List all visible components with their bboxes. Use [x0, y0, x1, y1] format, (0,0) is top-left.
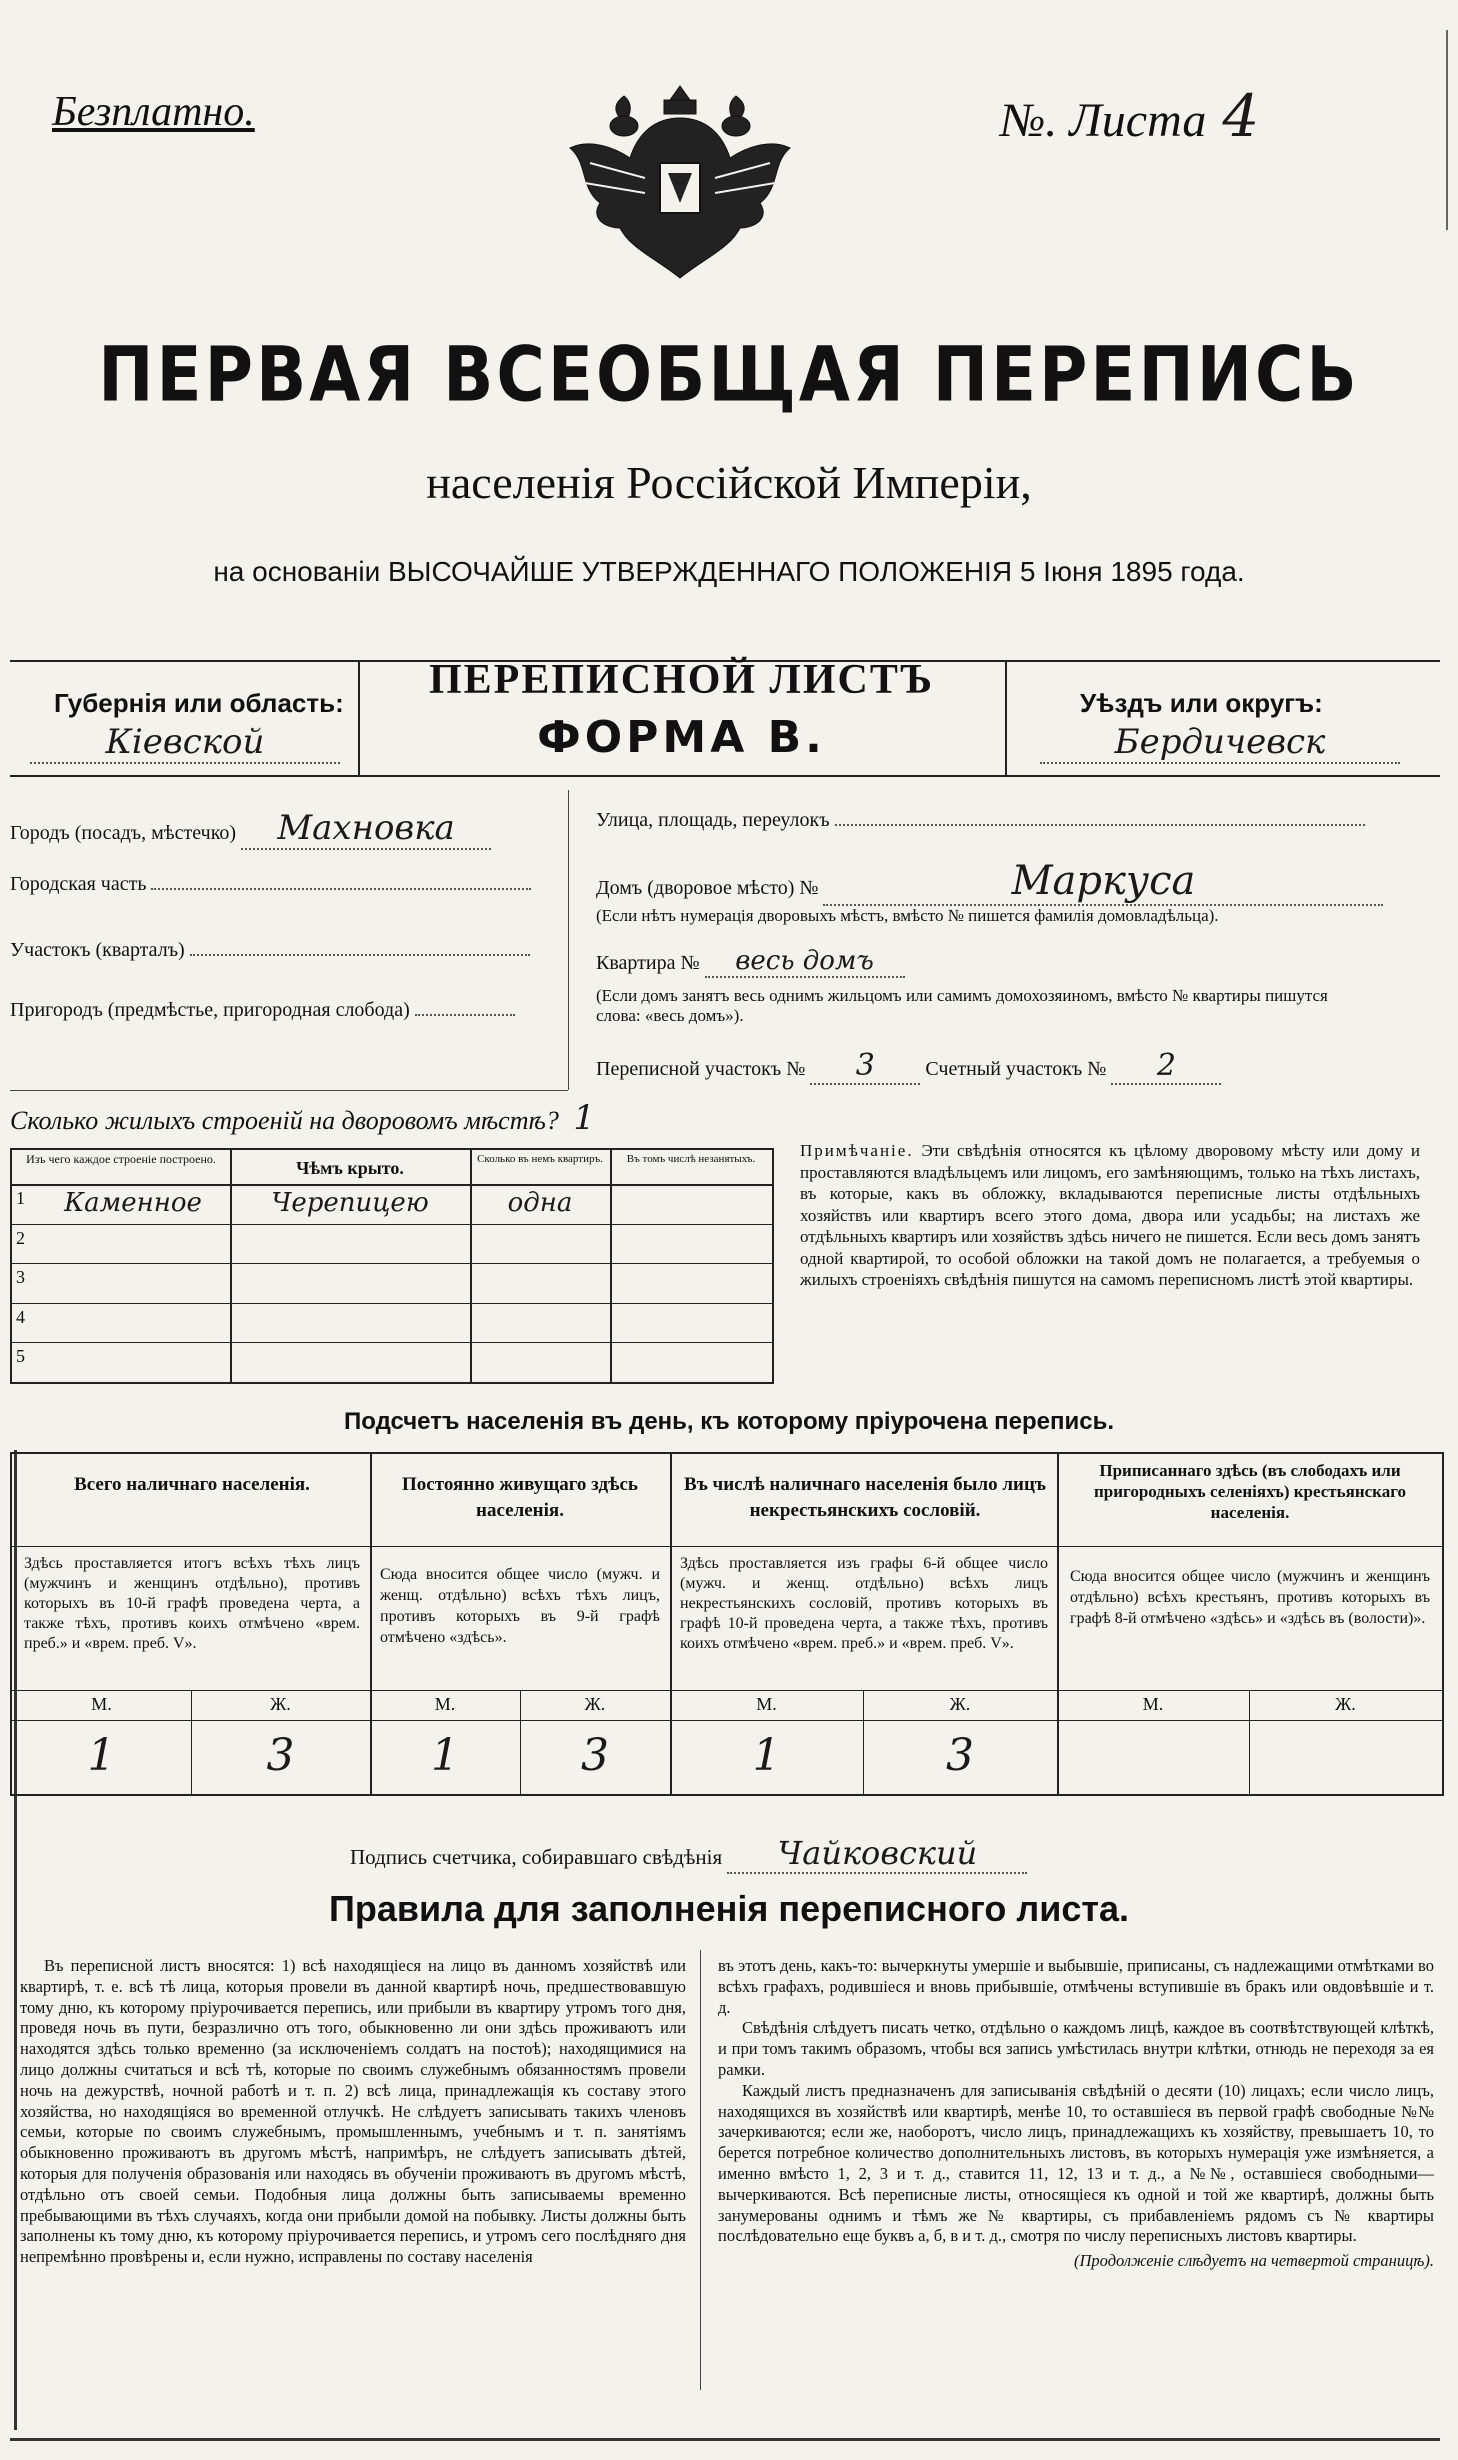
uezd-label: Уѣздъ или округъ:	[1080, 688, 1323, 718]
row-number: 5	[16, 1346, 25, 1367]
pop-col2-f-label: Ж.	[584, 1694, 606, 1714]
buildings-question-row	[10, 1098, 595, 1138]
pop-col1-f-label: Ж.	[270, 1694, 291, 1714]
rules-continuation: (Продолженіе слѣдуетъ на четвертой страницѣ).	[1074, 2251, 1434, 2271]
rules-column-divider	[700, 1950, 701, 2390]
double-headed-eagle-emblem	[560, 78, 800, 298]
prigorod-row	[10, 998, 560, 1022]
bottom-rule	[10, 2438, 1440, 2441]
rules-right-text-1: въ этотъ день, какъ-то: вычеркнуты умершіе и выбывшіе, приписаны, съ надлежащими отмѣтками во всѣхъ графахъ, родившіеся и вновь прибывшіе, отмѣчены вступившіе въ бракъ или овдовѣвшіе и т. д.	[718, 1956, 1434, 2017]
pop-col3-desc: Здѣсь проставляется изъ графы 6-й общее число (мужч. и женщ. отдѣльно) всѣхъ лицъ некрестьянскихъ сословій, противъ которыхъ въ графѣ 10-й проведена черта, а также тѣхъ, противъ коихъ отмѣчено «врем. преб.» и «врем. преб. V».	[680, 1555, 1048, 1652]
gubernia-label: Губернія или область:	[54, 688, 344, 718]
city-row	[10, 808, 560, 850]
pop-col3-f-label: Ж.	[949, 1694, 971, 1714]
row-roof: Черепицею	[271, 1188, 429, 1218]
sheet-number-label: №. Листа	[1000, 94, 1207, 147]
signature-value: Чайковский	[727, 1834, 1027, 1874]
col-uninhabited-header: Въ томъ числѣ незанятыхъ.	[626, 1153, 756, 1165]
city-value: Махновка	[241, 808, 491, 850]
pop-col1-header: Всего наличнаго населенія.	[74, 1474, 310, 1495]
pop-col3-f-value: 3	[946, 1730, 974, 1781]
signature-row	[350, 1834, 1027, 1874]
free-label: Безплатно.	[52, 89, 255, 135]
apartment-row	[596, 946, 1436, 978]
pop-col4-f-label: Ж.	[1335, 1694, 1356, 1714]
note-title: Примѣчаніе.	[800, 1141, 914, 1160]
apartment-note: (Если домъ занятъ весь однимъ жильцомъ или самимъ домохозяиномъ, вмѣсто № квартиры пишутся слова: «весь домъ»).	[596, 986, 1328, 1025]
table-row	[12, 1342, 772, 1382]
house-label: Домъ (дворовое мѣсто) №	[596, 877, 819, 899]
street-row	[596, 808, 1436, 832]
basis-line: на основаніи ВЫСОЧАЙШЕ УТВЕРЖДЕННАГО ПОЛОЖЕНІЯ 5 Іюня 1895 года.	[213, 556, 1245, 587]
buildings-question: Сколько жилыхъ строеній на дворовомъ мѣстѣ?	[10, 1106, 559, 1135]
counting-district-value: 2	[1111, 1048, 1221, 1085]
row-number: 1	[16, 1188, 25, 1208]
address-left-bottom	[10, 1090, 568, 1091]
table-row	[12, 1303, 772, 1343]
pop-col1-desc: Здѣсь проставляется итогъ всѣхъ тѣхъ лицъ (мужчинъ и женщинъ отдѣльно), противъ которыхъ въ 10-й графѣ проведена черта, а также тѣхъ, противъ коихъ отмѣчено «врем. преб.» и «врем. преб. V».	[24, 1555, 360, 1652]
col-material-header: Изъ чего каждое строеніе построено.	[26, 1152, 216, 1166]
form-letter: ФОРМА В.	[537, 712, 826, 763]
header-divider-right	[1005, 660, 1007, 775]
pop-col1-m-value: 1	[87, 1730, 116, 1781]
pop-col1-f-value: 3	[266, 1730, 295, 1781]
apartment-value: весь домъ	[705, 946, 905, 978]
address-divider	[568, 790, 569, 1090]
signature-label: Подпись счетчика, собиравшаго свѣдѣнія	[350, 1845, 723, 1869]
street-label: Улица, площадь, переулокъ	[596, 809, 830, 831]
pop-col4-header: Приписаннаго здѣсь (въ слободахъ или пригородныхъ селеніяхъ) крестьянскаго населенія.	[1093, 1461, 1407, 1522]
subtitle: населенія Россійской Имперіи,	[426, 457, 1032, 508]
header-bottom-rule	[10, 775, 1440, 777]
pop-col3-m-label: М.	[756, 1694, 777, 1714]
rules-left-text: Въ переписной листъ вносятся: 1) всѣ находящіеся на лицо въ данномъ хозяйствѣ или квартирѣ, т. е. всѣ тѣ лица, которыя провели въ данной квартирѣ ночь, предшествовавшую тому дню, къ которому пріурочивается перепись, или прибыли въ квартиру утромъ того дня, проведя ночь въ пути, безразлично отъ того, обыкновенно ли они здѣсь проживаютъ или находятся здѣсь только временно (за исключеніемъ солдатъ на постоѣ); находящимися на лицо должны считаться и всѣ тѣ, которые по своимъ служебнымъ обязанностямъ провели ночь на дежурствѣ, ночной работѣ и т. п. 2) всѣ лица, принадлежащія къ составу этого хозяйства, но находящіяся во временной отлучкѣ. Не слѣдуетъ записывать такихъ членовъ семьи, которые по своимъ служебнымъ, промышленнымъ, учебнымъ и т. п. занятіямъ обыкновенно проживаютъ въ другомъ мѣстѣ, напримѣръ, не слѣдуетъ записывать дѣтей, которыя для полученія образованія или находясь въ обученіи проживаютъ въ другомъ мѣстѣ, отдѣльно отъ своей семьи. Подобныя лица должны быть записываемы временно пребывающими въ тѣхъ случаяхъ, когда они прибыли домой на побывку. Листы должны быть заполнены къ тому дню, къ которому пріурочивается перепись, и утромъ сего послѣдняго дня непремѣнно провѣрены и, если нужно, исправлены по составу населенія	[20, 1956, 686, 2267]
table-row	[12, 1224, 772, 1264]
sheet-number-value: 4	[1222, 82, 1260, 150]
pop-col2-m-value: 1	[431, 1730, 459, 1781]
population-title: Подсчетъ населенія въ день, къ которому пріурочена перепись.	[344, 1408, 1114, 1435]
rules-right-column	[718, 1956, 1434, 2271]
city-label: Городъ (посадъ, мѣстечко)	[10, 822, 237, 844]
buildings-table	[10, 1148, 774, 1384]
row-material: Каменное	[64, 1188, 202, 1218]
apartment-label: Квартира №	[596, 952, 700, 974]
col-roof-header: Чѣмъ крыто.	[296, 1158, 404, 1178]
pop-col1-m-label: М.	[91, 1694, 112, 1714]
city-part-row	[10, 872, 560, 896]
house-value: Маркуса	[823, 858, 1383, 906]
pop-col4-desc: Сюда вносится общее число (мужчинъ и женщинъ отдѣльно) всѣхъ крестьянъ, противъ которыхъ въ графѣ 8-й отмѣчено «здѣсь» и «здѣсь въ (волости)».	[1070, 1568, 1430, 1627]
uchastok-row	[10, 938, 560, 962]
rules-title: Правила для заполненія переписного листа.	[328, 1888, 1130, 1929]
pop-col4-m-label: М.	[1142, 1694, 1164, 1714]
prigorod-label: Пригородъ (предмѣстье, пригородная слобода)	[10, 999, 410, 1021]
pop-col3-header: Въ числѣ наличнаго населенія было лицъ некрестьянскихъ сословій.	[684, 1474, 1046, 1521]
census-district-value: 3	[810, 1048, 920, 1085]
pop-col2-m-label: М.	[434, 1694, 456, 1714]
uchastok-label: Участокъ (кварталъ)	[10, 939, 185, 961]
page-title: ПЕРВАЯ ВСЕОБЩАЯ ПЕРЕПИСЬ	[98, 330, 1360, 419]
note-text: Эти свѣдѣнія относятся къ цѣлому дворовому мѣсту или дому и проставляются владѣльцемъ или лицомъ, его замѣняющимъ, только на тѣхъ листахъ, въ которые, какъ въ обложку, вкладываются переписные листы отдѣльныхъ хозяйствъ или квартиръ всего этого дома, двора или усадьбы; на листахъ же отдѣльныхъ квартиръ или хозяйствъ здѣсь ничего не пишется. Если весь домъ занятъ одной квартирой, то особой обложки на такой домъ не полагается, а требуемыя о жилыхъ строеніяхъ свѣдѣнія пишутся на самомъ переписномъ листѣ этой квартиры.	[800, 1141, 1421, 1289]
house-note: (Если нѣтъ нумерація дворовыхъ мѣстъ, вмѣсто № пишется фамилія домовладѣльца).	[596, 906, 1219, 925]
col-apartments-header: Сколько въ немъ квартиръ.	[477, 1153, 603, 1165]
rules-right-text-3: Каждый листъ предназначенъ для записыванія свѣдѣній о десяти (10) лицахъ; если число лицъ, находящихся въ хозяйствѣ или квартирѣ, менѣе 10, то оставшіеся въ первой графѣ свободные №№ зачеркиваются; если же, наоборотъ, число лицъ, принадлежащихъ къ хозяйству, превышаетъ 10, то берется потребное количество дополнительныхъ листовъ, въ которыхъ нумерація уже измѣняется, а именно вмѣсто 1, 2, 3 и т. д., ставится 11, 12, 13 и т. д., а №№, оставшіеся свободными—вычеркиваются. Всѣ переписные листы, относящіеся къ одной и той же квартирѣ, должны быть занумерованы однимъ и тѣмъ же № квартиры, съ прибавленіемъ рядомъ съ № квартиры послѣдовательно еще буквъ а, б, в и т. д., смотря по числу переписныхъ листовъ квартиры.	[718, 2080, 1434, 2246]
city-part-label: Городская часть	[10, 873, 147, 895]
table-row	[12, 1184, 772, 1224]
uezd-value: Бердичевск	[1040, 722, 1400, 764]
pop-col2-f-value: 3	[581, 1730, 609, 1781]
row-number: 3	[16, 1267, 25, 1288]
sheet-number	[1000, 82, 1259, 150]
buildings-answer: 1	[573, 1098, 595, 1138]
districts-row	[596, 1048, 1436, 1085]
row-number: 2	[16, 1227, 25, 1248]
population-table	[10, 1452, 1444, 1796]
census-district-label: Переписной участокъ №	[596, 1058, 806, 1080]
counting-district-label: Счетный участокъ №	[925, 1058, 1107, 1080]
pop-col3-m-value: 1	[752, 1730, 781, 1781]
table-row	[12, 1263, 772, 1303]
pop-col2-desc: Сюда вносится общее число (мужч. и женщ. отдѣльно) всѣхъ тѣхъ лицъ, противъ которыхъ въ 9-й графѣ отмѣчено «здѣсь».	[380, 1566, 660, 1646]
pop-col2-header: Постоянно живущаго здѣсь населенія.	[402, 1474, 638, 1521]
buildings-note	[800, 1140, 1420, 1291]
gubernia-value: Кіевской	[30, 722, 340, 764]
rules-right-text-2: Свѣдѣнія слѣдуетъ писать четко, отдѣльно о каждомъ лицѣ, каждое въ соотвѣтствующей клѣткѣ, и при томъ такимъ образомъ, чтобы вся запись умѣстилась внутри клѣтки, отнюдь не переходя за ея рамки.	[718, 2018, 1434, 2079]
right-edge-line	[1446, 30, 1448, 230]
row-apartments: одна	[507, 1188, 573, 1218]
row-number: 4	[16, 1306, 25, 1327]
form-title: ПЕРЕПИСНОЙ ЛИСТЪ	[429, 657, 934, 703]
house-row	[596, 858, 1436, 906]
